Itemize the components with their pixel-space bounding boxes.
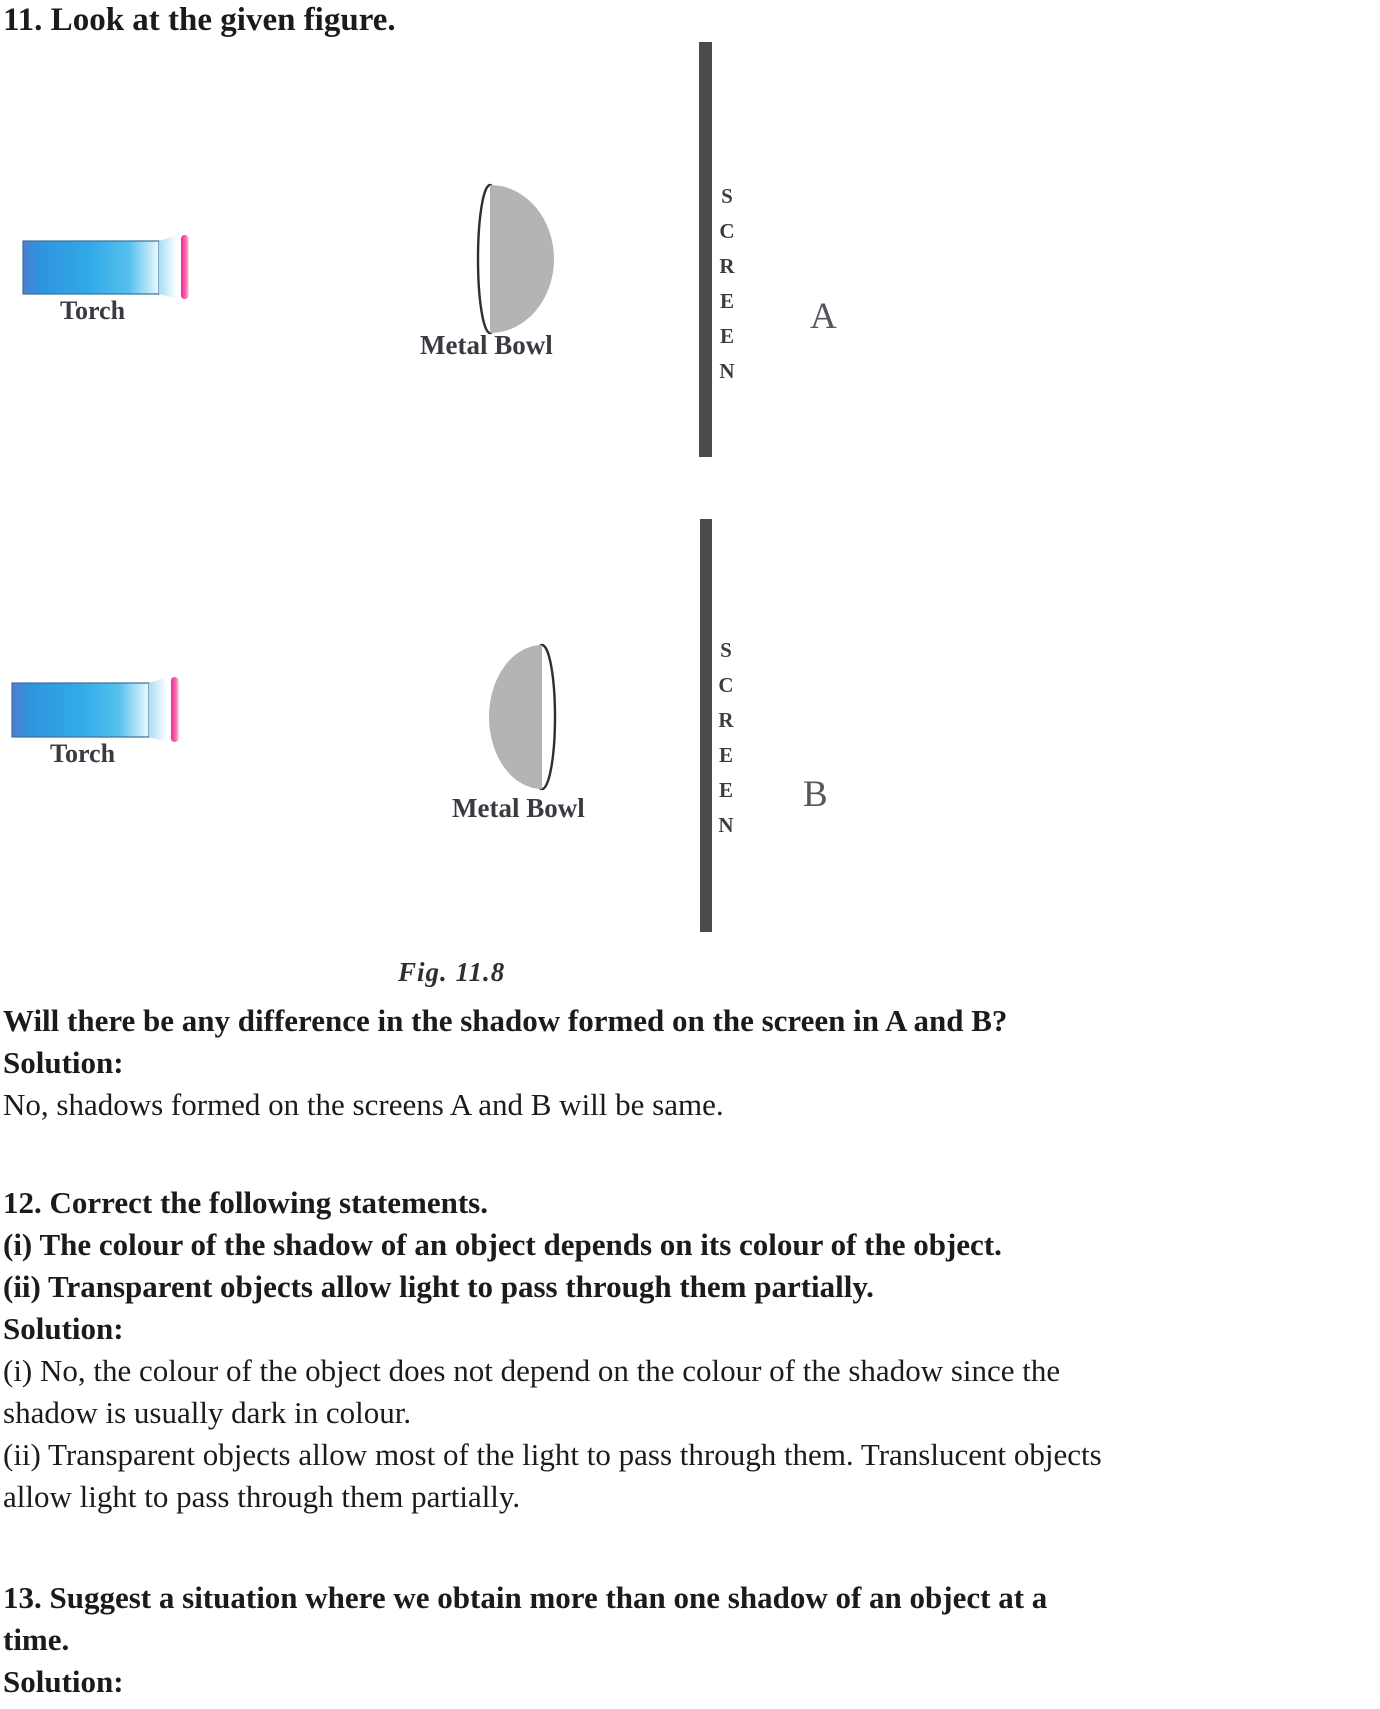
question-12-item-i: (i) The colour of the shadow of an object depends on its colour of the object.: [3, 1227, 1002, 1262]
metal-bowl-label-b: Metal Bowl: [452, 793, 585, 823]
torch-head-flare-shape: [149, 677, 167, 742]
answer-12-ii-line-2: allow light to pass through them partially.: [3, 1479, 521, 1514]
torch-graphic-a: [22, 234, 194, 304]
torch-lens-line-shape: [171, 677, 179, 742]
screen-word-a: SCREEN: [715, 184, 739, 394]
question-13-heading-line-1: 13. Suggest a situation where we obtain more than one shadow of an object at a: [3, 1580, 1048, 1615]
torch-body-shape: [12, 683, 149, 737]
torch-graphic-b: [11, 676, 183, 746]
answer-12-ii-line-1: (ii) Transparent objects allow most of the light to pass through them. Translucent objects: [3, 1437, 1102, 1472]
bowl-dome-shape: [489, 645, 542, 789]
variant-label-a: A: [810, 296, 837, 337]
question-12-heading: 12. Correct the following statements.: [3, 1185, 488, 1220]
solution-label-12: Solution:: [3, 1311, 124, 1346]
question-12-item-ii: (ii) Transparent objects allow light to pass through them partially.: [3, 1269, 874, 1304]
torch-label-a: Torch: [60, 296, 126, 325]
solution-label-13: Solution:: [3, 1664, 124, 1699]
screen-bar-a: [699, 42, 712, 457]
answer-12-i-line-1: (i) No, the colour of the object does not depend on the colour of the shadow since the: [3, 1353, 1061, 1388]
solutions-text-block: [3, 1000, 1380, 1703]
answer-11-text: No, shadows formed on the screens A and B will be same.: [3, 1087, 724, 1122]
variant-label-b: B: [803, 774, 828, 815]
screen-bar-b: [700, 519, 712, 932]
torch-head-flare-shape: [159, 235, 177, 299]
figure-caption: Fig. 11.8: [398, 957, 506, 987]
answer-12-i-line-2: shadow is usually dark in colour.: [3, 1395, 412, 1430]
bowl-dome-shape: [490, 185, 554, 333]
solution-label-11: Solution:: [3, 1045, 124, 1080]
torch-label-b: Torch: [50, 739, 116, 768]
metal-bowl-label-a: Metal Bowl: [420, 330, 553, 360]
torch-body-shape: [23, 241, 159, 294]
question-11-text: Will there be any difference in the shadow formed on the screen in A and B?: [3, 1003, 1008, 1038]
screen-word-b: SCREEN: [714, 638, 738, 848]
question-13-heading-line-2: time.: [3, 1622, 70, 1657]
question-11-title: 11. Look at the given figure.: [3, 2, 396, 38]
torch-lens-line-shape: [181, 235, 189, 299]
metal-bowl-graphic-a: [465, 182, 565, 337]
metal-bowl-graphic-b: [483, 643, 583, 793]
